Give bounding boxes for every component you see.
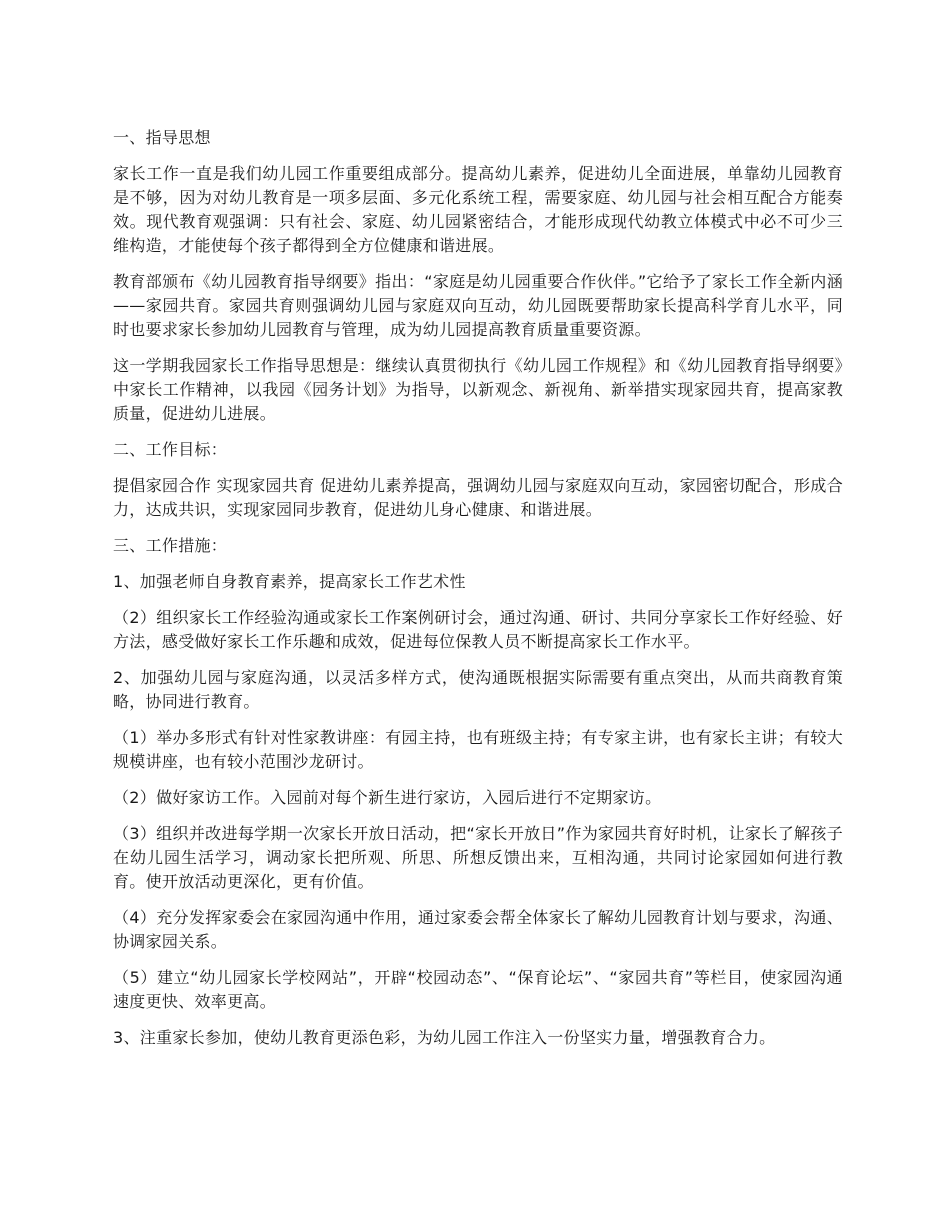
document-page xyxy=(113,126,843,1062)
measure-subitem-2-4: （4）充分发挥家委会在家园沟通中作用，通过家委会帮全体家长了解幼儿园教育计划与要求，沟通、协调家园关系。 xyxy=(113,908,843,951)
paragraph-parent-work-importance: 家长工作一直是我们幼儿园工作重要组成部分。提高幼儿素养，促进幼儿全面进展，单靠幼儿园教育是不够，因为对幼儿教育是一项多层面、多元化系统工程，需要家庭、幼儿园与社会相互配合方能奏效。现代教育观强调：只有社会、家庭、幼儿园紧密结合，才能形成现代幼教立体模式中必不可少三维构造，才能使每个孩子都得到全方位健康和谐进展。 xyxy=(113,164,843,255)
section-heading-work-goals: 二、工作目标： xyxy=(113,440,228,459)
paragraph-semester-guiding-thought: 这一学期我园家长工作指导思想是：继续认真贯彻执行《幼儿园工作规程》和《幼儿园教育指导纲要》中家长工作精神，以我园《园务计划》为指导，以新观念、新视角、新举措实现家园共育，提高家教质量，促进幼儿进展。 xyxy=(113,356,843,423)
measure-subitem-1-2: （2）组织家长工作经验沟通或家长工作案例研讨会，通过沟通、研讨、共同分享家长工作好经验、好方法，感受做好家长工作乐趣和成效，促进每位保教人员不断提高家长工作水平。 xyxy=(113,608,843,651)
section-heading-guiding-thought: 一、指导思想 xyxy=(113,128,211,147)
measure-item-2: 2、加强幼儿园与家庭沟通，以灵活多样方式，使沟通既根据实际需要有重点突出，从而共商教育策略，协同进行教育。 xyxy=(113,668,843,711)
measure-subitem-2-2: （2）做好家访工作。入园前对每个新生进行家访，入园后进行不定期家访。 xyxy=(113,788,662,807)
section-heading-work-measures: 三、工作措施： xyxy=(113,536,228,555)
measure-subitem-2-5: （5）建立“幼儿园家长学校网站”，开辟“校园动态”、“保育论坛”、“家园共育”等栏目，使家园沟通速度更快、效率更高。 xyxy=(113,968,843,1011)
paragraph-work-goals: 提倡家园合作 实现家园共育 促进幼儿素养提高，强调幼儿园与家庭双向互动，家园密切配合，形成合力，达成共识，实现家园同步教育，促进幼儿身心健康、和谐进展。 xyxy=(113,476,843,519)
measure-item-3: 3、注重家长参加，使幼儿教育更添色彩，为幼儿园工作注入一份坚实力量，增强教育合力。 xyxy=(113,1028,776,1047)
paragraph-guidelines-quote: 教育部颁布《幼儿园教育指导纲要》指出：“家庭是幼儿园重要合作伙伴。”它给予了家长工作全新内涵——家园共育。家园共育则强调幼儿园与家庭双向互动，幼儿园既要帮助家长提高科学育儿水平，同时也要求家长参加幼儿园教育与管理，成为幼儿园提高教育质量重要资源。 xyxy=(113,272,843,339)
measure-subitem-2-1: （1）举办多形式有针对性家教讲座：有园主持，也有班级主持；有专家主讲，也有家长主讲；有较大规模讲座，也有较小范围沙龙研讨。 xyxy=(113,728,843,771)
measure-item-1: 1、加强老师自身教育素养，提高家长工作艺术性 xyxy=(113,572,466,591)
measure-subitem-2-3: （3）组织并改进每学期一次家长开放日活动，把“家长开放日”作为家园共育好时机，让家长了解孩子在幼儿园生活学习，调动家长把所观、所思、所想反馈出来，互相沟通，共同讨论家园如何进行教育。使开放活动更深化，更有价值。 xyxy=(113,824,843,891)
